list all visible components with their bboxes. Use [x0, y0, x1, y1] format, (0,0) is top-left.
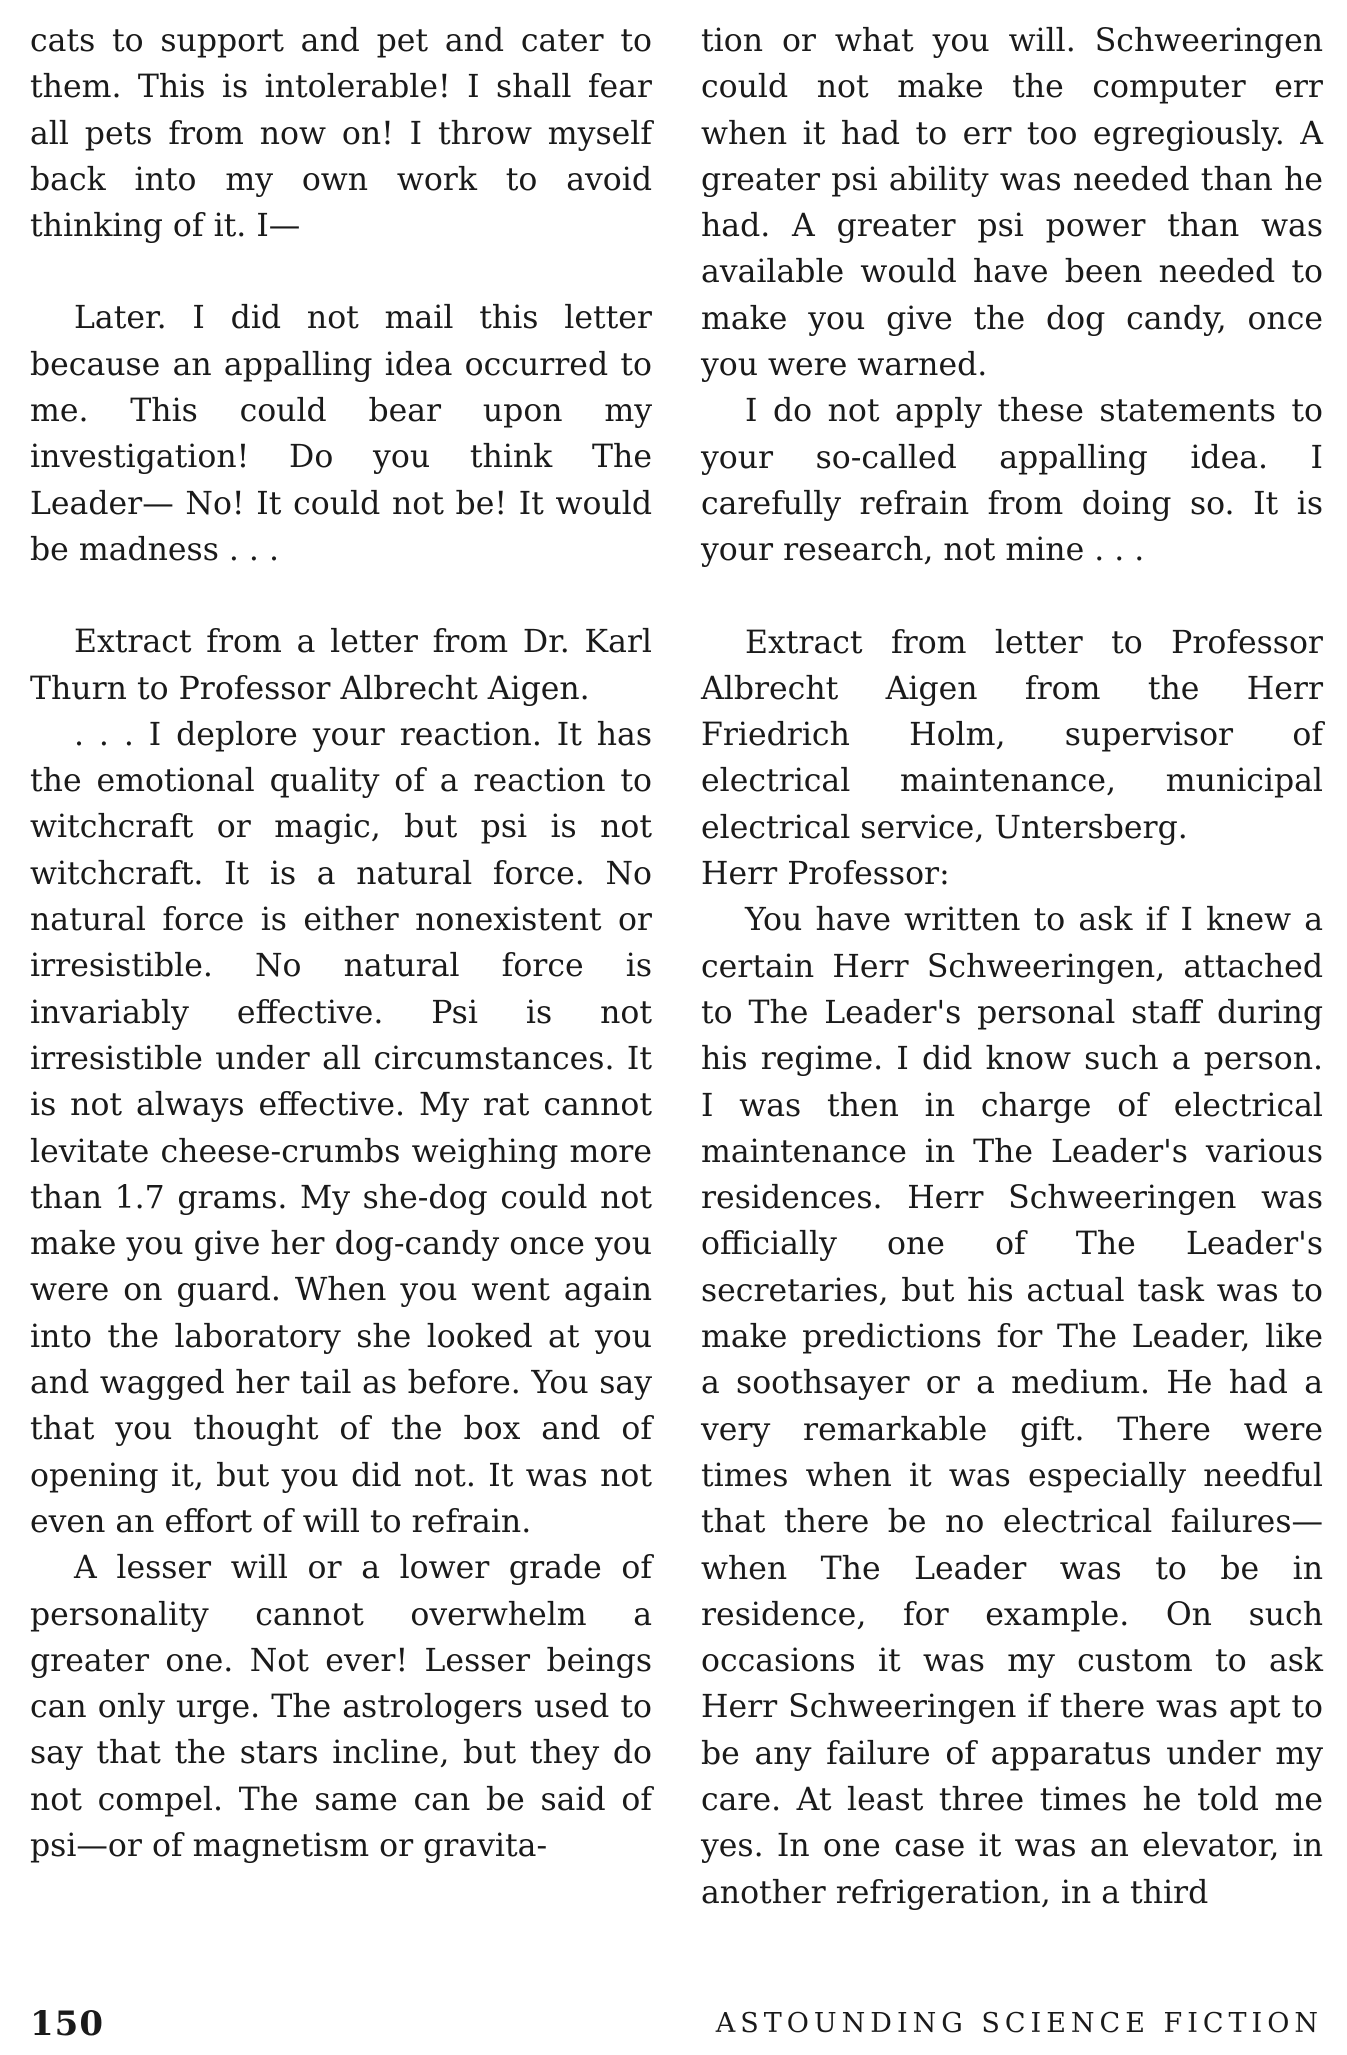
page-number: 150 — [30, 2004, 104, 2044]
running-footer-title: ASTOUNDING SCIENCE FICTION — [715, 2008, 1323, 2039]
thurn-letter-paragraph-1: . . . I deplore your reaction. It has the emotional quality of a reaction to witchcraft or magic, but psi is not witchcraft. It is a natural force. No natural force is either nonexistent or irresistible. No natural force is invariably effective. Psi is not irresistible under all circumstances. It is not always effective. My rat cannot levitate cheese-crumbs weighing more than 1.7 grams. My she-dog could not make you give her dog-candy once you were on guard. When you went again into the laboratory she looked at you and wagged her tail as before. You say that you thought of the box and of opening it, but you did not. It was not even an effort of will to refrain. — [30, 716, 652, 1540]
left-column — [30, 18, 652, 1869]
thurn-letter-paragraph-2: A lesser will or a lower grade of personality cannot overwhelm a greater one. Not ever! Lesser beings can only urge. The astrologers used to say that the stars incline, but they do not compel. The same can be said of psi—or of magnetism or gravita- — [30, 1550, 652, 1864]
extract-heading-holm: Extract from letter to Professor Albrecht Aigen from the Herr Friedrich Holm, supervisor of electrical maintenance, municipal electrical service, Untersberg. — [701, 624, 1323, 846]
thurn-letter-continuation: tion or what you will. Schweeringen could not make the computer err when it had to err too egregiously. A greater psi ability was needed than he had. A greater psi power than was available would have been needed to make you give the dog candy, once you were warned. — [701, 23, 1323, 384]
later-note-paragraph: Later. I did not mail this letter because an appalling idea occurred to me. This could bear upon my investigation! Do you think The Leader— No! It could not be! It would be madness . . . — [30, 300, 652, 568]
right-column — [701, 18, 1323, 1916]
salutation: Herr Professor: — [701, 856, 950, 893]
letter-continuation-paragraph: cats to support and pet and cater to them. This is intolerable! I shall fear all pets from now on! I throw myself back into my own work to avoid thinking of it. I— — [30, 23, 652, 245]
extract-heading-thurn: Extract from a letter from Dr. Karl Thurn to Professor Albrecht Aigen. — [30, 624, 652, 707]
holm-letter-paragraph: You have written to ask if I knew a certain Herr Schweeringen, attached to The Leader's personal staff during his regime. I did know such a person. I was then in charge of electrical maintenance in The Leader's various residences. Herr Schweeringen was officially one of The Leader's secretaries, but his actual task was to make predictions for The Leader, like a soothsayer or a medium. He had a very remarkable gift. There were times when it was especially needful that there be no electrical failures—when The Leader was to be in residence, for example. On such occasions it was my custom to ask Herr Schweeringen if there was apt to be any failure of apparatus under my care. At least three times he told me yes. In one case it was an elevator, in another refrigeration, in a third — [701, 902, 1323, 1911]
thurn-letter-closing: I do not apply these statements to your so-called appalling idea. I carefully refrain from doing so. It is your research, not mine . . . — [701, 393, 1323, 569]
